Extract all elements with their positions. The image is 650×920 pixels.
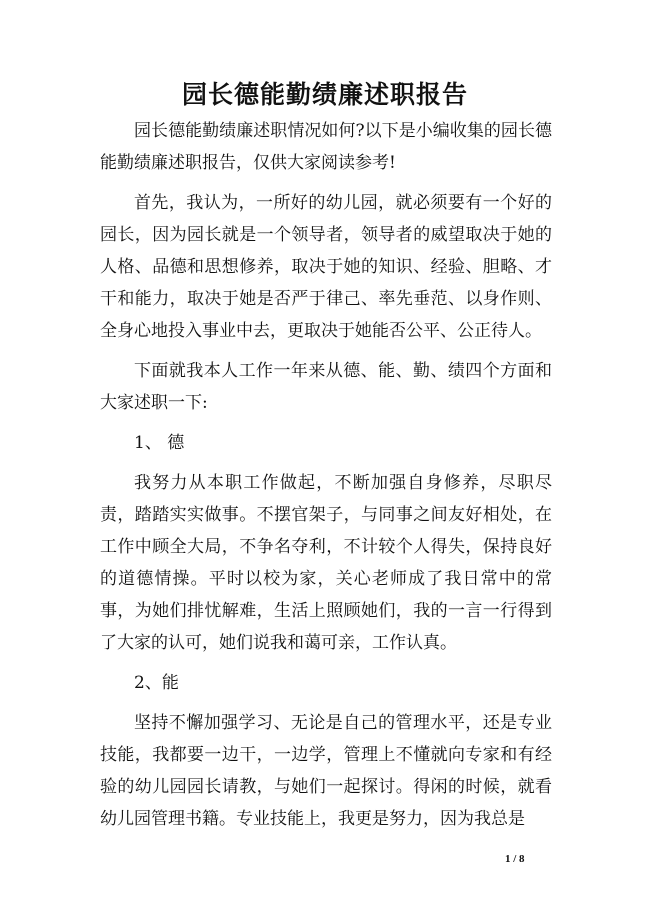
paragraph-intro: 园长德能勤绩廉述职情况如何?以下是小编收集的园长德能勤绩廉述职报告，仅供大家阅读参考! [100,121,552,173]
paragraph-de: 我努力从本职工作做起，不断加强自身修养，尽职尽责，踏踏实实做事。不摆官架子，与同事之间友好相处，在工作中顾全大局，不争名夺利，不计较个人得失，保持良好的道德情操。平时以校为家，关心老师成了我日常中的常事，为她们排忧解难，生活上照顾她们，我的一言一行得到了大家的认可，她们说我和蔼可亲，工作认真。 [100,473,552,653]
paragraph-overview: 下面就我本人工作一年来从德、能、勤、绩四个方面和大家述职一下: [100,361,552,413]
document-body [100,115,552,843]
page-number: 1 / 8 [505,853,525,865]
paragraph-neng: 坚持不懈加强学习、无论是自己的管理水平，还是专业技能，我都要一边干，一边学，管理上不懂就向专家和有经验的幼儿园园长请教，与她们一起探讨。得闲的时候，就看幼儿园管理书籍。专业技能上，我更是努力，因为我总是 [100,713,552,829]
section-heading-de: 1、 德 [134,433,185,453]
section-heading-neng: 2、能 [134,673,179,693]
document-title: 园长德能勤绩廉述职报告 [181,80,468,109]
paragraph-first: 首先，我认为，一所好的幼儿园，就必须要有一个好的园长，因为园长就是一个领导者，领导者的威望取决于她的人格、品德和思想修养，取决于她的知识、经验、胆略、才干和能力，取决于她是否严于律己、率先垂范、以身作则、全身心地投入事业中去，更取决于她能否公平、公正待人。 [100,193,552,341]
